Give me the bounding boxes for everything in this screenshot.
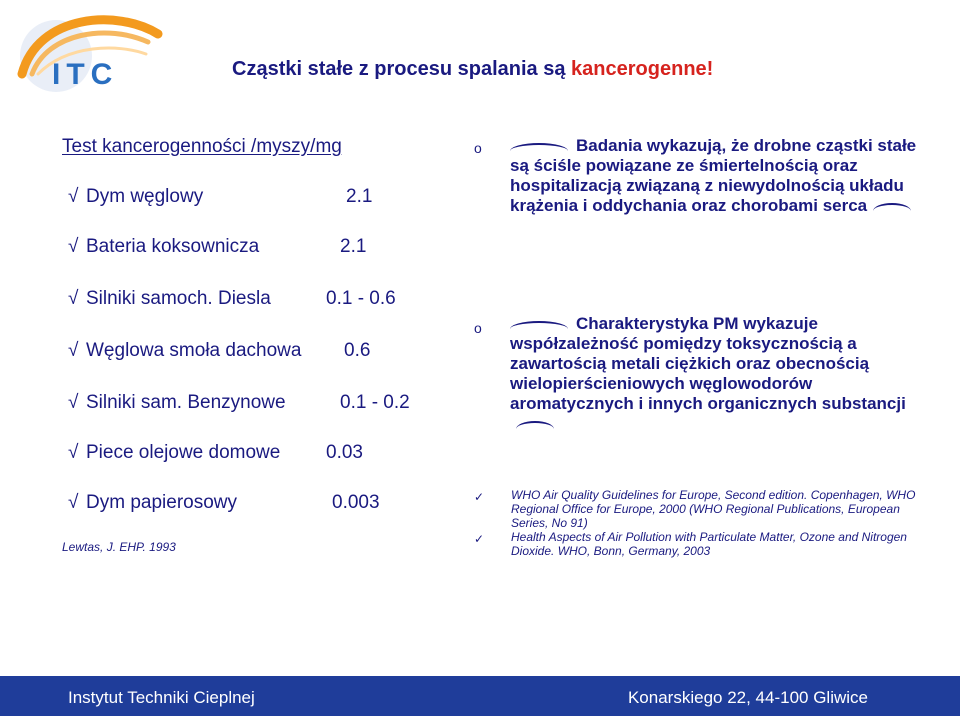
list-item (68, 288, 396, 310)
reference-item: WHO Air Quality Guidelines for Europe, Second edition. Copenhagen, WHO Regional Office for Europe, 2000 (WHO Regional Publications, European Series, No 91) (511, 488, 916, 530)
item-value: 0.1 - 0.6 (326, 288, 396, 309)
list-item (68, 492, 380, 514)
title-highlight: kancerogenne! (571, 58, 714, 80)
item-label: Węglowa smoła dachowa (86, 340, 302, 361)
page-title (232, 58, 713, 81)
citation: Lewtas, J. EHP. 1993 (62, 540, 176, 554)
item-label: Silniki samoch. Diesla (86, 288, 271, 309)
reference-item: Health Aspects of Air Pollution with Particulate Matter, Ozone and Nitrogen Dioxide. WHO, Bonn, Germany, 2003 (511, 530, 907, 558)
title-main: Cząstki stałe z procesu spalania są (232, 58, 572, 80)
item-value: 2.1 (346, 186, 373, 207)
bullet-marker: o (474, 140, 482, 156)
item-label: Dym papierosowy (86, 492, 237, 513)
check-mark: √ (68, 340, 79, 361)
list-item (68, 236, 367, 258)
bullet-marker: o (474, 320, 482, 336)
list-item (68, 442, 363, 464)
check-mark: √ (68, 236, 79, 257)
item-value: 2.1 (340, 236, 367, 257)
footer-address: Konarskiego 22, 44-100 Gliwice (627, 688, 868, 707)
paragraph-pm-characteristics (510, 314, 930, 434)
list-item (68, 340, 371, 362)
check-mark: √ (68, 392, 79, 413)
paragraph-text: Charakterystyka PM wykazuje współzależność pomiędzy toksycznością a zawartością metali ciężkich oraz obecnością wielopierścieniowych węglowodorów aromatycznych i innych organicznych substancji (510, 314, 906, 413)
item-value: 0.03 (326, 442, 363, 463)
check-mark: √ (68, 442, 79, 463)
itc-logo-graphic (8, 4, 188, 104)
logo-text: ITC (52, 58, 119, 91)
list-item (68, 186, 373, 208)
item-value: 0.6 (344, 340, 371, 361)
reference-check-icon: ✓ (474, 490, 485, 504)
item-label: Dym węglowy (86, 186, 204, 207)
item-value: 0.003 (332, 492, 380, 513)
paragraph-text: Badania wykazują, że drobne cząstki stałe są ściśle powiązane ze śmiertelnością oraz hospitalizacją związaną z niewydolnością układu krążenia i oddychania oraz chorobami serca (510, 136, 917, 215)
item-value: 0.1 - 0.2 (340, 392, 410, 413)
check-mark: √ (68, 288, 79, 309)
itc-logo (8, 4, 188, 104)
carcinogenicity-heading: Test kancerogenności /myszy/mg (62, 136, 342, 157)
footer-bar (0, 676, 960, 716)
paragraph-health-effects (510, 136, 930, 216)
item-label: Piece olejowe domowe (86, 442, 281, 463)
list-item (68, 392, 410, 414)
check-mark: √ (68, 492, 79, 513)
footer-institute: Instytut Techniki Cieplnej (68, 688, 255, 707)
reference-check-icon: ✓ (474, 532, 485, 546)
check-mark: √ (68, 186, 79, 207)
item-label: Bateria koksownicza (86, 236, 260, 257)
item-label: Silniki sam. Benzynowe (86, 392, 286, 413)
